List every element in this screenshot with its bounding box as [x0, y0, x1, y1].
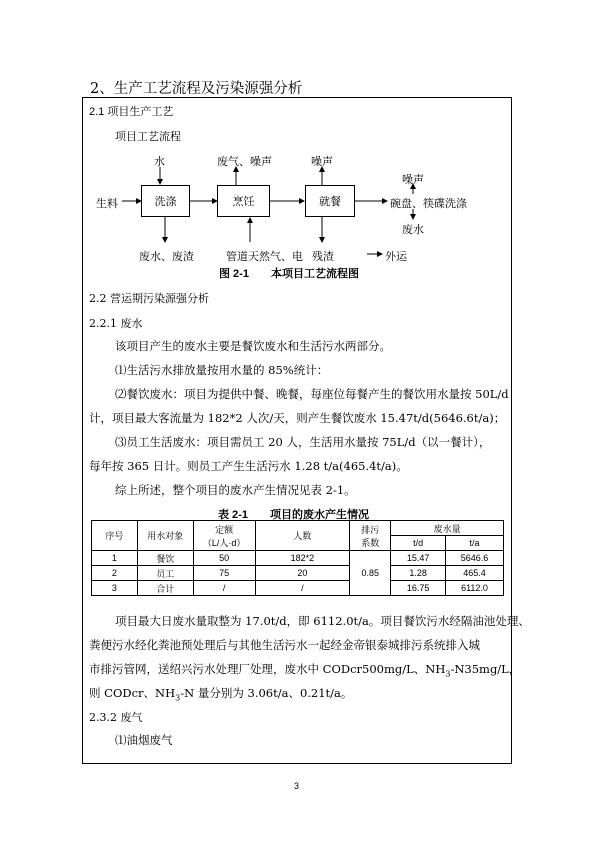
table-caption: 表 2-1 项目的废水产生情况: [218, 509, 369, 521]
box-wash: 洗涤: [141, 185, 190, 217]
wastewater-table: [91, 520, 504, 596]
th-waste: 废水量: [391, 521, 504, 536]
coef-cell: 0.85: [350, 551, 391, 596]
paragraph-4a: ⑶员工生活废水：项目需员工 20 人，生活用水量按 75L/d（以一餐计），: [115, 435, 491, 449]
paragraph-6a: 项目最大日废水量取整为 17.0t/d，即 6112.0t/a。项目餐饮污水经隔油池处理、: [115, 614, 530, 628]
th-no: 序号: [92, 521, 138, 551]
box-dine: 就餐: [305, 185, 355, 217]
table-row: 2 员工 75 20 1.28 465.4: [92, 566, 504, 581]
table-row: 1 餐饮 50 182*2 0.85 15.47 5646.6: [92, 551, 504, 566]
paragraph-4b: 每年按 365 日计。则员工产生生活污水 1.28 t/a(465.4t/a)。: [89, 459, 408, 473]
paragraph-5: 综上所述，整个项目的废水产生情况见表 2-1。: [115, 483, 356, 497]
th-quota: 定额 （L/人·d）: [193, 521, 255, 551]
flow-out-waste: 废水、废渣: [139, 250, 194, 263]
th-people: 人数: [255, 521, 350, 551]
paragraph-1: 该项目产生的废水主要是餐饮废水和生活污水两部分。: [115, 339, 391, 353]
table-row: 3 合计 / / 16.75 6112.0: [92, 581, 504, 596]
paragraph-6c: 市排污管网，送绍兴污水处理厂处理，废水中 CODcr500mg/L、$NH_3-N35mg/L$，: [89, 662, 521, 679]
paragraph-6b: 粪便污水经化粪池预处理后与其他生活污水一起经金帝银泰城排污系统排入城: [89, 638, 480, 652]
section-title: 2、生产工艺流程及污染源强分析: [90, 81, 303, 97]
flow-dish-water: 废水: [402, 223, 424, 236]
paragraph-2: ⑴生活污水排放量按用水量的 85%统计：: [115, 363, 329, 377]
heading-2-1: 2.1 项目生产工艺: [89, 106, 174, 118]
flow-out-noise: 噪声: [311, 155, 333, 168]
heading-2-2-1: 2.2.1 废水: [89, 317, 143, 330]
flow-caption-top: 项目工艺流程: [115, 130, 181, 143]
flow-out-residue: 残渣: [312, 250, 334, 263]
heading-2-3-2: 2.3.2 废气: [89, 711, 143, 724]
th-object: 用水对象: [137, 521, 193, 551]
flow-out-gas-pipe: 管道天然气、电: [226, 250, 303, 263]
th-ta: t/a: [446, 536, 504, 551]
flow-out-transport: 外运: [385, 250, 407, 263]
paragraph-6d: 则 CODcr、$NH_3-N$ 量分别为 3.06t/a、0.21t/a。: [89, 686, 353, 703]
flow-dish-noise: 噪声: [402, 173, 424, 186]
flow-input-raw: 生料: [96, 197, 118, 210]
box-cook: 烹饪: [217, 185, 270, 217]
paragraph-3a: ⑵餐饮废水：项目为提供中餐、晚餐，每座位每餐产生的餐饮用水量按 50L/d: [115, 387, 509, 401]
paragraph-7: ⑴油烟废气: [115, 733, 173, 747]
th-coef: 排污 系数: [350, 521, 391, 551]
flow-out-gas-noise: 废气、噪声: [217, 155, 272, 168]
th-td: t/d: [391, 536, 446, 551]
paragraph-3b: 计，项目最大客流量为 182*2 人次/天，则产生餐饮废水 15.47t/d(5646.6t/a)；: [89, 411, 506, 425]
heading-2-2: 2.2 营运期污染源强分析: [89, 292, 209, 305]
page-number: 3: [294, 781, 300, 791]
flow-input-water: 水: [154, 155, 165, 168]
figure-caption: 图 2-1 本项目工艺流程图: [219, 268, 359, 280]
flow-dish-wash: 碗盘、筷碟洗涤: [390, 197, 467, 210]
